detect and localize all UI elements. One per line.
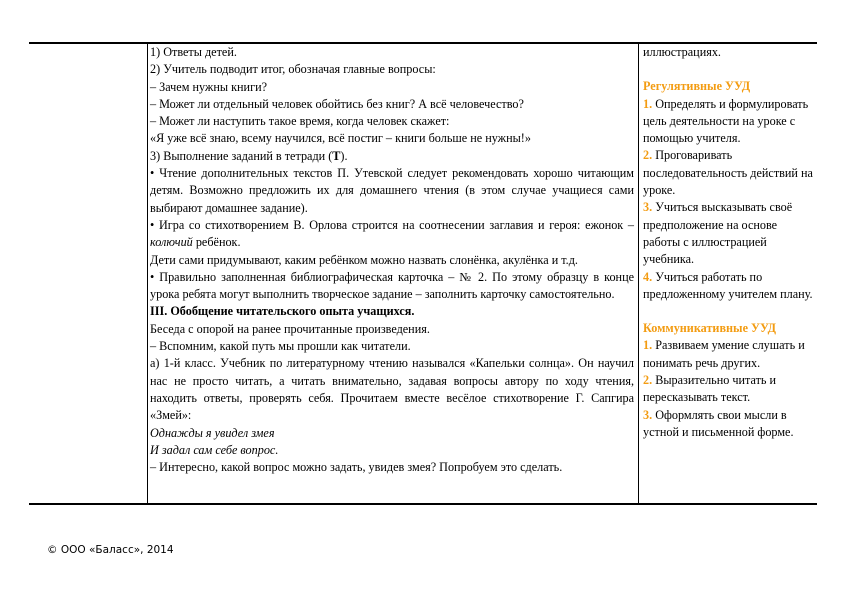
text-line: – Может ли отдельный человек обойтись без книг? А всё человечество? <box>150 96 524 111</box>
paragraph: Дети сами придумывают, каким ребёнком можно назвать слонёнка, акулёнка и т.д. <box>150 252 578 267</box>
list-item: 1. Определять и формулировать цель деятельности на уроке с помощью учителя. <box>643 96 809 146</box>
lesson-content-column <box>150 44 634 476</box>
text-line: – Может ли наступить такое время, когда человек скажет: <box>150 114 450 129</box>
paragraph: – Интересно, какой вопрос можно задать, увидев змея? Попробуем это сделать. <box>150 460 563 475</box>
text-line: иллюстрациях. <box>643 45 721 59</box>
list-item: 4. Учиться работать по предложенному учителем плану. <box>643 269 813 301</box>
text-line: 2) Учитель подводит итог, обозначая главные вопросы: <box>150 62 436 77</box>
list-item: 1. Развиваем умение слушать и понимать речь других. <box>643 338 805 370</box>
column-divider-1 <box>147 42 148 505</box>
regulative-uud-heading: Регулятивные УУД <box>643 79 751 94</box>
paragraph: • Правильно заполненная библиографическая карточка – № 2. По этому образцу в конце урока ребята могут выполнить творческое задание – заполнить карточку самостоятельно. <box>150 269 634 302</box>
text-line: «Я уже всё знаю, всему научился, всё постиг – книги больше не нужны!» <box>150 131 531 146</box>
section-heading: III. Обобщение читательского опыта учащихся. <box>150 304 415 319</box>
text-line: – Вспомним, какой путь мы прошли как читатели. <box>150 339 411 354</box>
paragraph: • Игра со стихотворением В. Орлова строится на соотнесении заглавия и героя: ежонок – колючий ребёнок. <box>150 217 634 250</box>
list-item: 2. Проговаривать последовательность действий на уроке. <box>643 148 813 198</box>
poem-line: И задал сам себе вопрос. <box>150 442 279 457</box>
communicative-uud-heading: Коммуникативные УУД <box>643 321 777 336</box>
list-item: 3. Учиться высказывать своё предположение на основе работы с иллюстрацией учебника. <box>643 200 793 267</box>
text-line: – Зачем нужны книги? <box>150 79 267 94</box>
text-line: Беседа с опорой на ранее прочитанные произведения. <box>150 321 430 336</box>
paragraph: • Чтение дополнительных текстов П. Утевской следует рекомендовать хорошо читающим детям. Возможно предложить их для домашнего чтения (в этом случае учащиеся сами выбирают домашнее задание). <box>150 166 634 215</box>
text-line: 1) Ответы детей. <box>150 45 237 59</box>
text-line: 3) Выполнение заданий в тетради (Т). <box>150 148 348 163</box>
uud-column <box>643 44 815 441</box>
list-item: 3. Оформлять свои мысли в устной и письменной форме. <box>643 407 794 439</box>
column-divider-2 <box>638 42 639 505</box>
list-item: 2. Выразительно читать и пересказывать текст. <box>643 373 777 405</box>
poem-line: Однажды я увидел змея <box>150 425 275 440</box>
copyright-footer: © ООО «Баласс», 2014 <box>47 544 174 556</box>
paragraph: а) 1-й класс. Учебник по литературному чтению назывался «Капельки солнца». Он научил нас не просто читать, а читать внимательно, задавая вопросы автору по ходу чтения, находить ответы, проверять себя. Прочитаем вместе весёлое стихотворение Г. Сапгира «Змей»: <box>150 356 634 423</box>
